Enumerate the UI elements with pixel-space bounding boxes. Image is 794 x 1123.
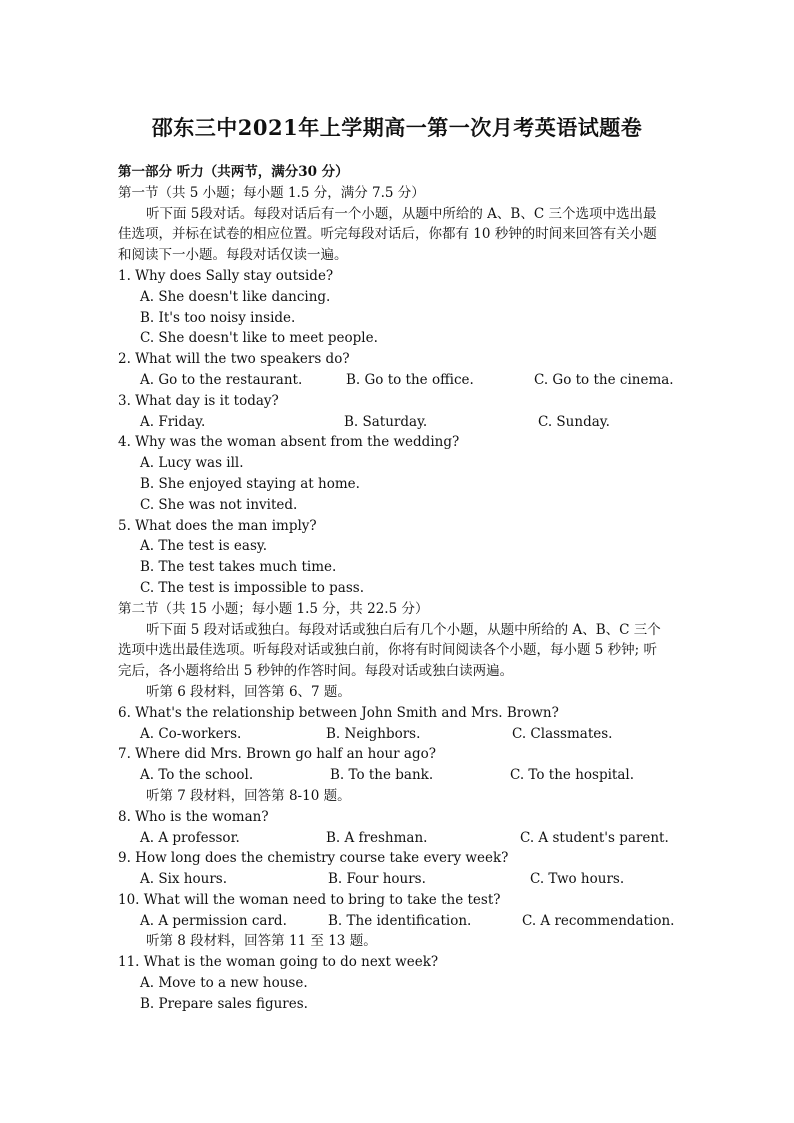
q3-option-c: C. Sunday. bbox=[538, 413, 610, 430]
q5-option-a: A. The test is easy. bbox=[140, 538, 267, 555]
q7-option-a: A. To the school. bbox=[140, 767, 254, 784]
question-9: 9. How long does the chemistry course take every week? bbox=[118, 850, 509, 867]
q9-option-a: A. Six hours. bbox=[140, 871, 227, 888]
exam-content bbox=[118, 162, 678, 1015]
section2-heading: 第二节（共 15 小题；每小题 1.5 分，共 22.5 分） bbox=[118, 600, 429, 617]
q6-option-b: B. Neighbors. bbox=[326, 725, 421, 742]
question-7: 7. Where did Mrs. Brown go half an hour ago? bbox=[118, 746, 436, 763]
q4-option-b: B. She enjoyed staying at home. bbox=[140, 475, 360, 492]
q1-option-c: C. She doesn't like to meet people. bbox=[140, 330, 378, 347]
q7-option-b: B. To the bank. bbox=[330, 767, 434, 784]
q10-option-a: A. A permission card. bbox=[140, 912, 287, 929]
section1-instruction-1: 听下面 5段对话。每段对话后有一个小题，从题中所给的 A、B、C 三个选项中选出最 bbox=[146, 205, 657, 222]
q9-option-c: C. Two hours. bbox=[530, 871, 625, 888]
question-5: 5. What does the man imply? bbox=[118, 517, 317, 534]
q2-options bbox=[118, 370, 678, 391]
section2-instruction-3: 完后，各小题将给出 5 秒钟的作答时间。每段对话或独白读两遍。 bbox=[118, 663, 514, 680]
section1-heading: 第一节（共 5 小题；每小题 1.5 分，满分 7.5 分） bbox=[118, 184, 425, 201]
q11-option-a: A. Move to a new house. bbox=[140, 975, 308, 992]
question-2: 2. What will the two speakers do? bbox=[118, 351, 350, 368]
question-3: 3. What day is it today? bbox=[118, 392, 279, 409]
q11-option-b: B. Prepare sales figures. bbox=[140, 995, 308, 1012]
q6-option-a: A. Co-workers. bbox=[140, 725, 242, 742]
section1-instruction-2: 佳选项，并标在试卷的相应位置。听完每段对话后，你都有 10 秒钟的时间来回答有关小题 bbox=[118, 226, 657, 243]
q7-option-c: C. To the hospital. bbox=[510, 767, 634, 784]
q9-option-b: B. Four hours. bbox=[328, 871, 426, 888]
q8-option-a: A. A professor. bbox=[140, 829, 240, 846]
q8-option-b: B. A freshman. bbox=[326, 829, 428, 846]
question-4: 4. Why was the woman absent from the wedding? bbox=[118, 434, 460, 451]
q4-option-a: A. Lucy was ill. bbox=[140, 455, 244, 472]
q7-options bbox=[118, 765, 678, 786]
q3-option-b: B. Saturday. bbox=[344, 413, 428, 430]
q3-option-a: A. Friday. bbox=[140, 413, 206, 430]
q4-option-c: C. She was not invited. bbox=[140, 496, 298, 513]
q8-options bbox=[118, 828, 678, 849]
question-6: 6. What's the relationship between John Smith and Mrs. Brown? bbox=[118, 704, 559, 721]
q10-options bbox=[118, 911, 678, 932]
q10-option-b: B. The identification. bbox=[328, 912, 472, 929]
q9-options bbox=[118, 869, 678, 890]
question-11: 11. What is the woman going to do next week? bbox=[118, 954, 439, 971]
q3-options bbox=[118, 412, 678, 433]
q2-option-b: B. Go to the office. bbox=[346, 371, 474, 388]
q8-option-c: C. A student's parent. bbox=[520, 829, 669, 846]
part1-heading: 第一部分 听力（共两节，满分30 分） bbox=[118, 164, 349, 180]
q1-option-a: A. She doesn't like dancing. bbox=[140, 288, 331, 305]
q5-option-c: C. The test is impossible to pass. bbox=[140, 579, 364, 596]
q6-option-c: C. Classmates. bbox=[512, 725, 613, 742]
q6-options bbox=[118, 724, 678, 745]
q10-option-c: C. A recommendation. bbox=[522, 912, 675, 929]
material-8-note: 听第 8 段材料，回答第 11 至 13 题。 bbox=[146, 933, 377, 950]
material-6-note: 听第 6 段材料，回答第 6、7 题。 bbox=[146, 683, 351, 700]
section1-instruction-3: 和阅读下一小题。每段对话仅读一遍。 bbox=[118, 247, 348, 264]
q1-option-b: B. It's too noisy inside. bbox=[140, 309, 296, 326]
question-1: 1. Why does Sally stay outside? bbox=[118, 267, 334, 284]
section2-instruction-2: 选项中选出最佳选项。听每段对话或独白前，你将有时间阅读各个小题，每小题 5 秒钟; 听 bbox=[118, 642, 658, 659]
exam-title: 邵东三中2021年上学期高一第一次月考英语试题卷 bbox=[151, 115, 643, 140]
q2-option-c: C. Go to the cinema. bbox=[534, 371, 674, 388]
q5-option-b: B. The test takes much time. bbox=[140, 559, 337, 576]
q2-option-a: A. Go to the restaurant. bbox=[140, 371, 303, 388]
material-7-note: 听第 7 段材料，回答第 8-10 题。 bbox=[146, 787, 351, 804]
section2-instruction-1: 听下面 5 段对话或独白。每段对话或独白后有几个小题，从题中所给的 A、B、C 三个 bbox=[146, 621, 661, 638]
question-8: 8. Who is the woman? bbox=[118, 808, 269, 825]
question-10: 10. What will the woman need to bring to take the test? bbox=[118, 891, 501, 908]
